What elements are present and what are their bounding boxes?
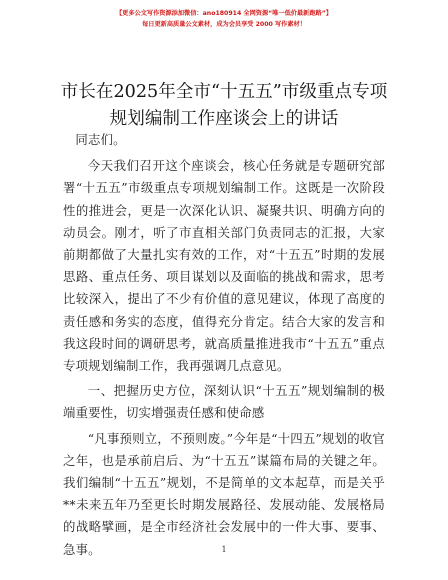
document-title: 市长在2025年全市“十五五”市级重点专项规划编制工作座谈会上的讲话 [60,82,388,129]
page-number: 1 [221,545,227,554]
document-body [63,129,385,564]
section-heading-1: 一、把握历史方位，深刻认识“十五五”规划编制的极端重要性，切实增强责任感和使命感 [63,383,385,421]
paragraph-intro: 今天我们召开这个座谈会，核心任务就是专题研究部署“十五五”市级重点专项规划编制工作。这既是一次阶段性的推进会，更是一次深化认识、凝聚共识、明确方向的动员会。刚才，听了市直相关部门负责同志的汇报，大家前期都做了大量扎实有效的工作，对“十五五”时期的发展思路、重点任务、项目谋划以及面临的挑战和需求，思考比较深入，提出了不少有价值的意见建议，体现了高度的责任感和务实的态度，值得充分肯定。结合大家的发言和我这段时间的调研思考，就高质量推进我市“十五五”重点专项规划编制工作，我再强调几点意见。 [63,158,385,374]
promo-banner-line-1: 【更多公文写作资源添加微信：ano180914 全网资源“唯一低价最新跑路”】 [115,10,332,17]
promo-banner-line-2: 每日更新高质量公文素材，成为会员享受 2000 写作素材！ [142,21,306,28]
promo-banner [0,8,448,30]
paragraph-section-1: “凡事预则立，不预则废。”今年是“十四五”规划的收官之年，也是承前启后、为“十五五”谋篇布局的关键之年。我们编制“十五五”规划，不是简单的文本起草，而是关乎**未来五年乃至更长时期发展路径、发展动能、发展格局的战略擘画，是全市经济社会发展中的一件大事、要事、急事。 [63,430,385,557]
greeting: 同志们。 [75,132,126,147]
